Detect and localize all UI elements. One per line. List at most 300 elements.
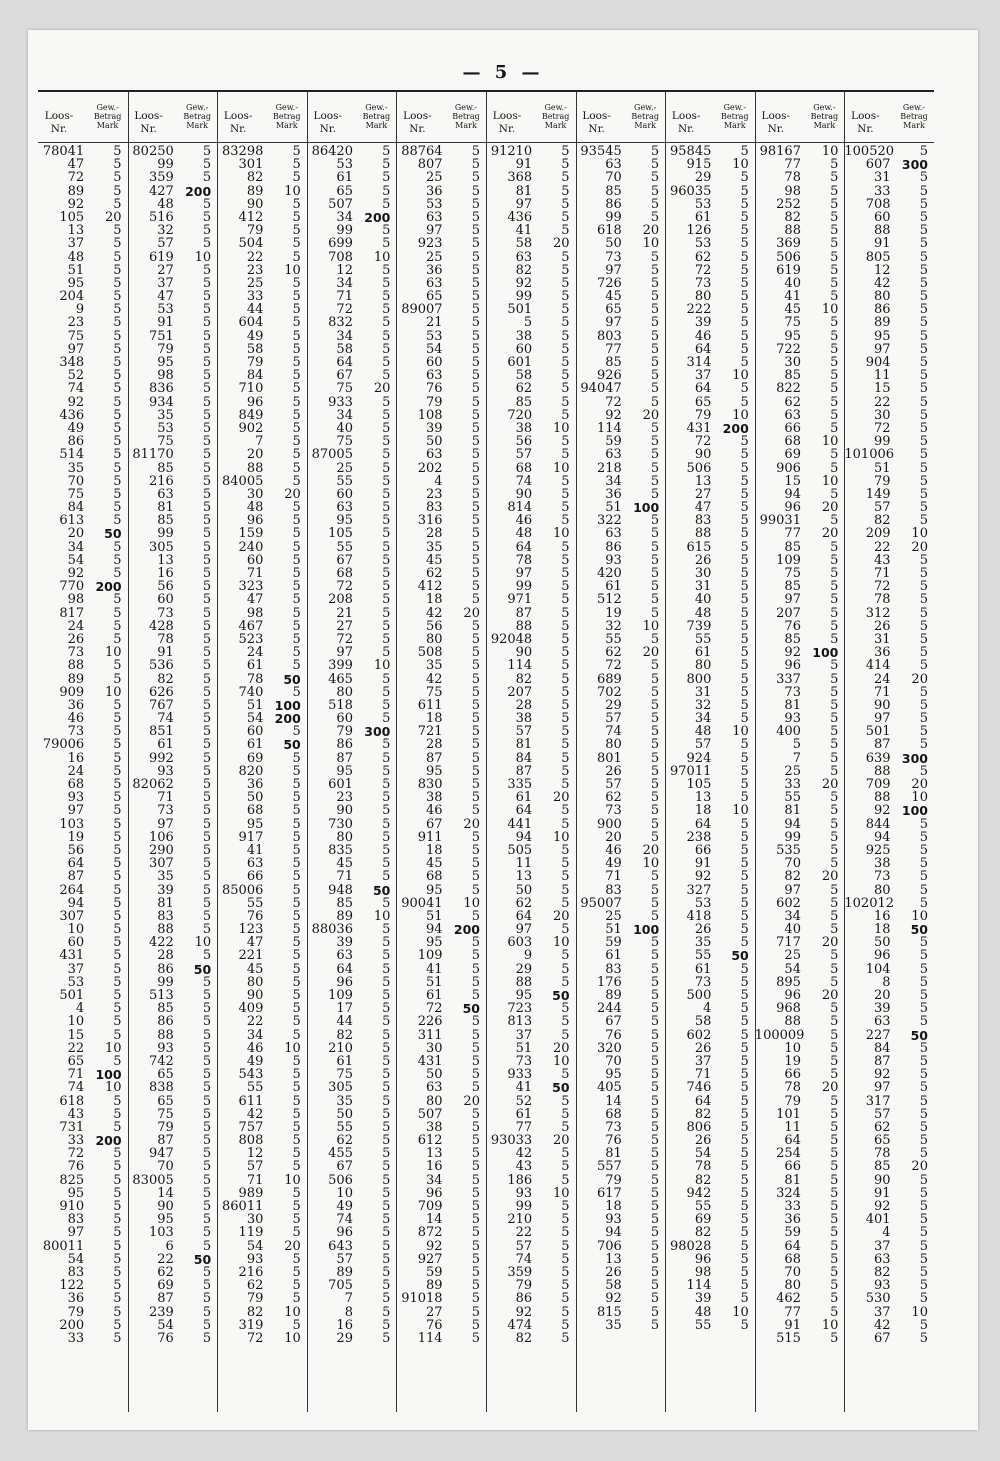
loos-number: 66 [246,869,264,885]
loos-number: 95 [605,1067,622,1083]
win-amount: 10 [911,526,928,542]
loos-number: 43 [515,1159,533,1175]
loos-number: 38 [515,420,533,436]
win-amount: 10 [284,1330,301,1346]
loos-number: 159 [238,526,264,542]
loos-number: 808 [238,1133,264,1149]
loos-number: 82 [246,170,264,186]
win-amount: 5 [650,434,660,450]
loos-number: 72 [874,420,891,436]
win-amount: 5 [740,144,749,159]
win-amount: 5 [561,209,570,225]
loos-number: 66 [784,1159,801,1175]
table-row [307,475,397,488]
table-row [217,316,307,329]
win-amount: 5 [919,381,928,397]
loos-number: 83 [694,513,712,529]
win-amount: 5 [382,500,391,516]
loos-number: 906 [776,460,801,476]
win-amount: 5 [650,1278,660,1294]
win-amount: 5 [292,803,301,819]
loos-number: 99 [515,289,533,305]
win-amount: 5 [919,1251,928,1267]
loos-number: 18 [426,842,443,858]
loos-number: 90 [336,803,353,819]
win-amount: 5 [740,302,749,318]
table-row [755,949,845,962]
win-amount: 5 [113,763,122,779]
win-amount: 5 [919,684,928,700]
win-amount: 5 [561,1212,570,1228]
table-row [844,1306,934,1319]
loos-number: 66 [694,842,712,858]
win-amount: 10 [194,935,212,951]
win-amount: 5 [650,803,660,819]
win-amount: 10 [911,908,928,924]
loos-number: 73 [157,605,174,621]
loos-number: 97 [515,566,533,581]
table-row [217,409,307,422]
loos-number: 57 [874,500,891,516]
win-amount: 5 [740,1027,749,1043]
table-row [486,1174,576,1187]
loos-number: 98 [157,368,174,384]
win-amount: 5 [292,684,301,700]
table-row [755,1160,845,1173]
win-amount: 5 [292,988,301,1003]
loos-number: 40 [694,592,712,608]
header-text: Betrag [362,112,391,121]
table-row [844,1332,934,1345]
loos-number: 506 [328,1172,353,1188]
loos-number: 82 [246,1304,264,1320]
loos-number: 24 [67,618,85,634]
loos-number: 207 [776,605,801,621]
table-row [217,264,307,277]
win-amount: 200 [453,922,480,938]
win-amount: 5 [202,1264,212,1280]
loos-number: 88036 [311,922,353,938]
win-amount: 5 [113,1330,122,1346]
win-amount: 5 [561,183,570,199]
win-amount: 5 [113,236,122,252]
win-amount: 5 [919,1080,928,1096]
win-amount: 5 [561,1330,570,1346]
win-amount: 5 [471,1291,480,1307]
loos-number: 90 [694,447,712,463]
win-amount: 5 [830,341,839,357]
win-amount: 5 [113,948,122,964]
loos-number: 73 [67,645,85,661]
table-row [665,804,755,817]
win-amount: 5 [919,355,928,370]
win-amount: 5 [202,473,212,489]
win-amount: 5 [471,315,480,331]
win-amount: 5 [650,1067,660,1083]
table-row [307,1042,397,1055]
table-row [844,1319,934,1332]
loos-number: 618 [596,223,622,239]
win-amount: 5 [202,1053,212,1069]
loos-number: 95 [874,328,891,344]
win-amount: 5 [650,170,660,186]
loos-number: 26 [605,1264,622,1280]
win-amount: 5 [919,1146,928,1162]
loos-number: 54 [246,1238,264,1254]
win-amount: 5 [113,1106,122,1122]
loos-number: 720 [507,407,533,423]
column-rows [755,143,845,1345]
win-amount: 5 [561,895,570,911]
loos-number: 32 [694,697,712,713]
win-amount: 5 [471,223,480,239]
header-text: Nr. [857,123,874,135]
loos-number: 46 [605,842,622,858]
loos-number: 770 [59,579,85,595]
loos-number: 63 [605,157,622,173]
table-row [396,1226,486,1239]
loos-number: 240 [238,539,264,555]
table-row [486,396,576,409]
loos-number: 63 [157,486,174,502]
loos-number: 208 [328,592,353,608]
table-row [128,659,218,672]
win-amount: 5 [202,645,212,661]
loos-number: 60 [246,724,264,740]
loos-number: 50 [426,1067,443,1083]
win-amount: 5 [202,1093,212,1109]
win-amount: 5 [561,262,570,278]
win-amount: 5 [740,777,749,792]
table-row [486,185,576,198]
win-amount: 10 [553,420,570,436]
loos-number: 61 [426,988,443,1003]
win-amount: 5 [382,170,391,186]
win-amount: 5 [561,882,570,898]
table-row [755,963,845,976]
win-amount: 5 [113,658,122,674]
table-row [665,659,755,672]
loos-number: 838 [148,1080,174,1096]
win-amount: 5 [830,1067,839,1083]
win-amount: 5 [830,1291,839,1307]
win-amount: 5 [382,842,391,858]
loos-number: 88 [67,658,85,674]
loos-number: 34 [336,328,353,344]
win-amount: 5 [561,144,570,159]
loos-number: 88 [246,460,264,476]
loos-number: 53 [694,895,712,911]
win-amount: 5 [292,922,301,938]
win-amount: 5 [740,1159,749,1175]
table-row [576,382,666,395]
loos-number: 10 [784,1040,801,1056]
win-amount: 5 [830,486,839,502]
header-text: Mark [455,121,477,130]
win-amount: 5 [740,1278,749,1294]
win-amount: 5 [202,236,212,252]
loos-number: 68 [784,1251,801,1267]
table-row [576,897,666,910]
header-text: Gew.- [634,103,657,112]
loos-number: 239 [148,1304,174,1320]
win-amount: 5 [471,935,480,951]
loos-number: 81 [515,737,533,753]
win-amount: 5 [650,473,660,489]
table-row [396,1240,486,1253]
win-amount: 5 [561,922,570,938]
table-row [755,382,845,395]
table-row [576,330,666,343]
win-amount: 5 [650,368,660,384]
win-amount: 5 [650,658,660,674]
loos-number: 91 [157,645,174,661]
loos-number: 75 [784,315,801,331]
win-amount: 5 [650,209,660,225]
win-amount: 5 [740,631,749,647]
table-row [665,620,755,633]
win-amount: 5 [113,500,122,516]
table-row [576,171,666,184]
loos-number: 92 [515,275,533,291]
win-amount: 5 [740,394,749,410]
win-amount: 5 [919,552,928,568]
table-column [307,92,398,1412]
win-amount: 5 [830,697,839,713]
loos-number: 79 [605,1172,622,1188]
loos-number: 42 [874,275,891,291]
loos-number: 90 [246,196,264,212]
table-row [307,673,397,686]
win-amount: 5 [202,196,212,212]
loos-number: 97 [874,711,891,727]
table-row [38,1240,128,1253]
win-amount: 5 [292,842,301,858]
win-amount: 5 [471,157,480,173]
header-text: Gew.- [96,103,119,112]
table-row [665,1081,755,1094]
win-amount: 5 [471,592,480,608]
table-row [396,1095,486,1108]
table-row [486,963,576,976]
loos-number: 91 [874,1185,891,1201]
loos-number: 73 [694,974,712,990]
win-amount: 5 [830,196,839,212]
win-amount: 5 [471,1106,480,1122]
win-amount: 5 [561,1159,570,1175]
win-amount: 5 [471,988,480,1003]
loos-number: 75 [336,1067,353,1083]
table-row [486,237,576,250]
table-row [396,949,486,962]
win-amount: 5 [471,289,480,305]
loos-number: 93033 [490,1133,533,1149]
table-row [665,251,755,264]
header-text: Betrag [183,112,211,121]
table-row [486,409,576,422]
loos-number: 501 [507,302,533,318]
loos-number: 23 [426,486,443,502]
table-row [307,171,397,184]
win-amount: 5 [919,605,928,621]
win-amount: 5 [740,447,749,463]
loos-number: 65 [694,394,712,410]
table-row [128,1174,218,1187]
loos-number: 84 [246,368,264,384]
loos-number: 60 [336,486,353,502]
loos-number: 26 [874,618,891,634]
table-row [128,316,218,329]
loos-number: 85006 [222,882,264,898]
loos-number: 73 [67,724,85,740]
win-amount: 5 [561,1119,570,1135]
win-amount: 5 [382,1053,391,1069]
win-amount: 5 [202,711,212,727]
win-amount: 5 [919,1001,928,1017]
win-amount: 5 [471,144,480,159]
table-row [128,1226,218,1239]
loos-number: 83 [157,908,174,924]
win-amount: 5 [202,302,212,318]
win-amount: 5 [830,513,839,529]
win-amount: 10 [284,1304,301,1320]
loos-number: 81 [157,895,174,911]
win-amount: 5 [382,460,391,476]
loos-number: 93 [157,763,174,779]
loos-number: 63 [426,275,443,291]
loos-number: 37 [67,961,85,977]
win-amount: 5 [830,1199,839,1214]
loos-number: 68 [515,460,533,476]
loos-number: 89 [67,183,85,199]
loos-number: 933 [507,1067,533,1083]
win-amount: 5 [471,842,480,858]
loos-number: 68 [67,777,85,792]
table-row [486,198,576,211]
win-amount: 5 [113,803,122,819]
win-amount: 5 [202,223,212,239]
win-amount: 5 [382,974,391,990]
table-row [576,1081,666,1094]
table-row [844,396,934,409]
win-amount: 5 [382,368,391,384]
win-amount: 5 [382,961,391,977]
win-amount: 5 [561,605,570,621]
table-row [307,593,397,606]
loos-number: 436 [507,209,533,225]
header-text: Nr. [767,123,784,135]
table-row [217,593,307,606]
loos-number: 50 [246,790,264,806]
column-header [665,92,755,143]
loos-number: 61 [246,737,264,753]
loos-number: 94 [605,1225,622,1241]
loos-number: 85 [515,394,533,410]
table-row [38,1226,128,1239]
win-amount: 5 [382,434,391,450]
loos-number: 40 [784,922,801,938]
table-row [307,198,397,211]
loos-number: 822 [776,381,801,397]
loos-number: 48 [515,526,533,542]
win-amount: 5 [292,618,301,634]
loos-number: 82 [515,671,533,687]
loos-number: 35 [67,460,85,476]
table-row [38,462,128,475]
win-amount: 5 [919,262,928,278]
win-amount: 5 [919,249,928,265]
win-amount: 5 [202,157,212,173]
table-row [128,1042,218,1055]
header-text: Gew.- [813,103,836,112]
loos-number: 94 [784,486,801,502]
win-amount: 5 [382,750,391,766]
loos-number: 53 [694,196,712,212]
win-amount: 5 [292,144,301,159]
header-loos-nr [310,110,346,136]
loos-number: 66 [784,420,801,436]
loos-number: 101 [776,1106,801,1122]
loos-number: 51 [426,908,443,924]
win-amount: 5 [740,1146,749,1162]
win-amount: 5 [292,1291,301,1307]
loos-number: 721 [417,724,443,740]
table-row [38,527,128,540]
win-amount: 5 [382,829,391,845]
loos-number: 7 [255,434,264,450]
loos-number: 746 [686,1080,712,1096]
header-text: Nr. [498,123,516,135]
loos-number: 99031 [759,513,801,529]
loos-number: 85 [605,183,622,199]
table-row [844,738,934,751]
loos-number: 92048 [490,631,533,647]
loos-number: 25 [426,249,443,265]
table-row [755,686,845,699]
loos-number: 96 [246,394,264,410]
win-amount: 5 [650,1225,660,1241]
loos-number: 836 [148,381,174,397]
loos-number: 26 [694,922,712,938]
loos-number: 79 [694,407,712,423]
loos-number: 79 [336,724,353,740]
table-row [755,1292,845,1305]
win-amount: 5 [382,1225,391,1241]
loos-number: 543 [238,1067,264,1083]
win-amount: 5 [830,1119,839,1135]
win-amount: 5 [740,1291,749,1307]
win-amount: 5 [382,671,391,687]
loos-number: 36 [67,1291,85,1307]
win-amount: 5 [113,697,122,713]
win-amount: 5 [292,447,301,463]
win-amount: 5 [650,328,660,344]
win-amount: 5 [471,1199,480,1214]
win-amount: 5 [561,816,570,832]
loos-number: 226 [417,1014,443,1030]
win-amount: 5 [650,1093,660,1109]
win-amount: 5 [919,302,928,318]
table-row [576,1015,666,1028]
loos-number: 97 [67,803,85,819]
win-amount: 5 [113,1001,122,1017]
table-row [38,409,128,422]
loos-number: 971 [507,592,533,608]
table-row [38,804,128,817]
loos-number: 39 [694,315,712,331]
win-amount: 5 [202,420,212,436]
win-amount: 5 [740,658,749,674]
